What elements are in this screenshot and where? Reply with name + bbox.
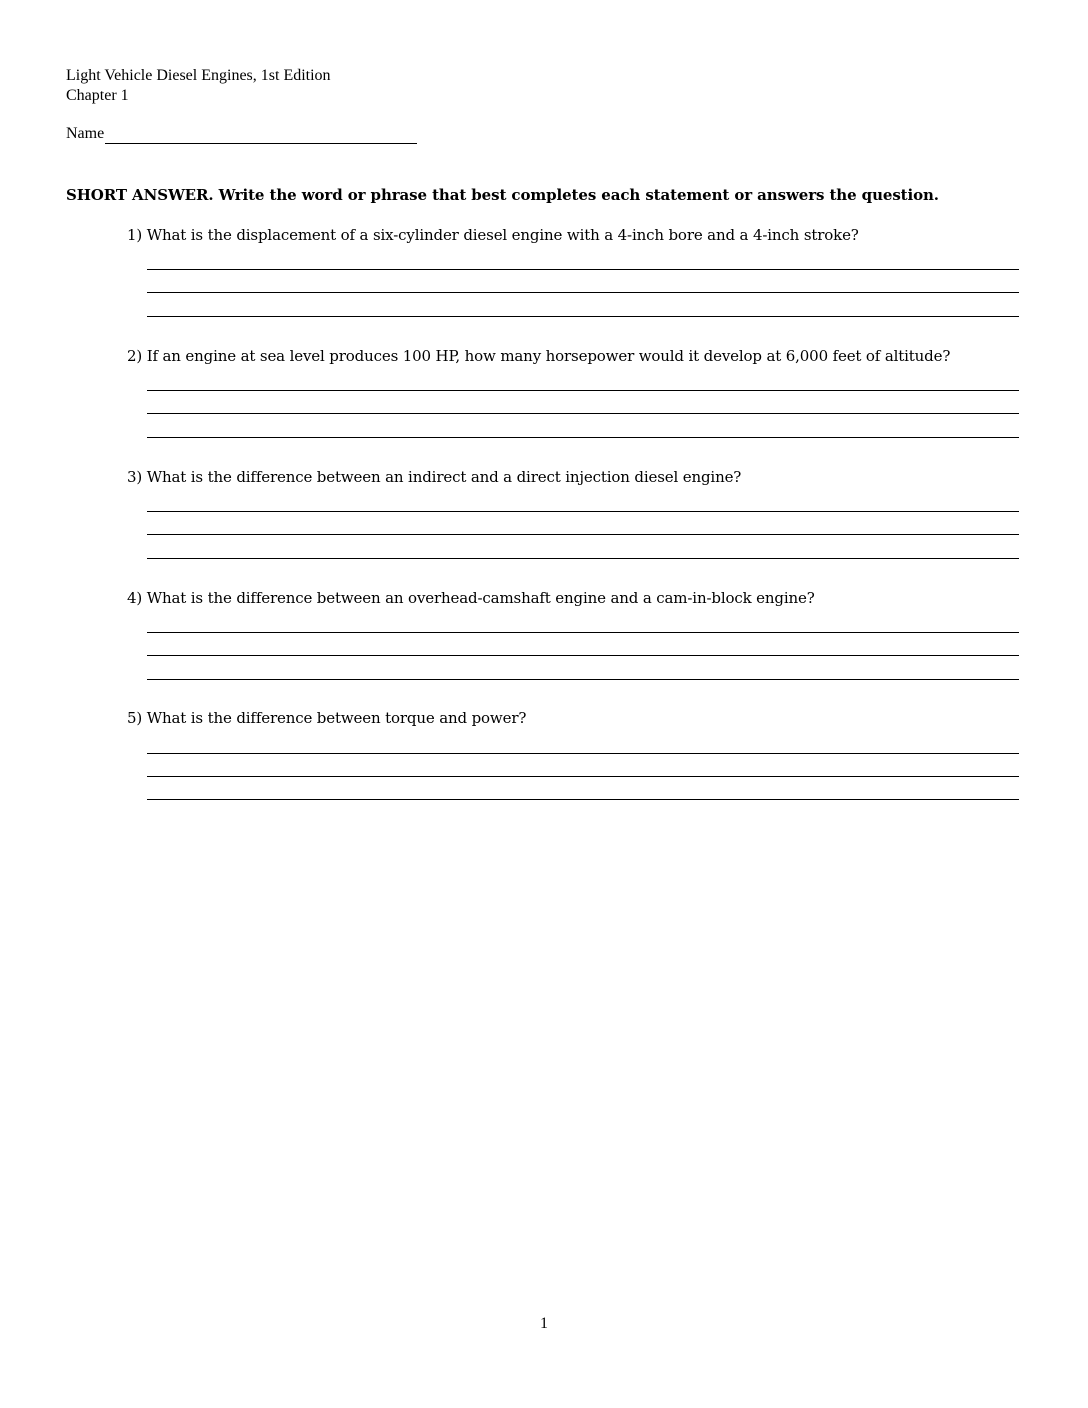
- answer-line[interactable]: [147, 558, 1019, 559]
- answer-line[interactable]: [147, 511, 1019, 512]
- answer-line[interactable]: [147, 292, 1019, 293]
- chapter-label: Chapter 1: [66, 87, 129, 104]
- page-number: 1: [540, 1315, 548, 1332]
- question-text: 2) If an engine at sea level produces 100 HP, how many horsepower would it develop at 6,000 feet of altitude?: [127, 347, 951, 365]
- question-5: [127, 707, 1019, 729]
- name-label: Name: [66, 125, 105, 142]
- question-text: 1) What is the displacement of a six-cylinder diesel engine with a 4-inch bore and a 4-inch stroke?: [127, 226, 859, 244]
- section-instructions: SHORT ANSWER. Write the word or phrase that best completes each statement or answers the question.: [66, 186, 939, 204]
- answer-line[interactable]: [147, 753, 1019, 754]
- question-2: [127, 345, 1019, 367]
- name-field: [66, 124, 417, 144]
- answer-line[interactable]: [147, 799, 1019, 800]
- answer-line[interactable]: [147, 776, 1019, 777]
- question-1: [127, 224, 1019, 246]
- name-blank-line[interactable]: [105, 125, 417, 144]
- answer-line[interactable]: [147, 534, 1019, 535]
- answer-line[interactable]: [147, 679, 1019, 680]
- document-header: [66, 66, 331, 106]
- answer-line[interactable]: [147, 632, 1019, 633]
- question-text: 4) What is the difference between an overhead-camshaft engine and a cam-in-block engine?: [127, 589, 815, 607]
- answer-line[interactable]: [147, 655, 1019, 656]
- question-4: [127, 587, 1019, 609]
- answer-line[interactable]: [147, 316, 1019, 317]
- question-3: [127, 466, 1019, 488]
- question-text: 3) What is the difference between an indirect and a direct injection diesel engine?: [127, 468, 742, 486]
- answer-line[interactable]: [147, 269, 1019, 270]
- question-text: 5) What is the difference between torque and power?: [127, 709, 527, 727]
- answer-line[interactable]: [147, 390, 1019, 391]
- answer-line[interactable]: [147, 413, 1019, 414]
- answer-line[interactable]: [147, 437, 1019, 438]
- book-title: Light Vehicle Diesel Engines, 1st Edition: [66, 67, 331, 84]
